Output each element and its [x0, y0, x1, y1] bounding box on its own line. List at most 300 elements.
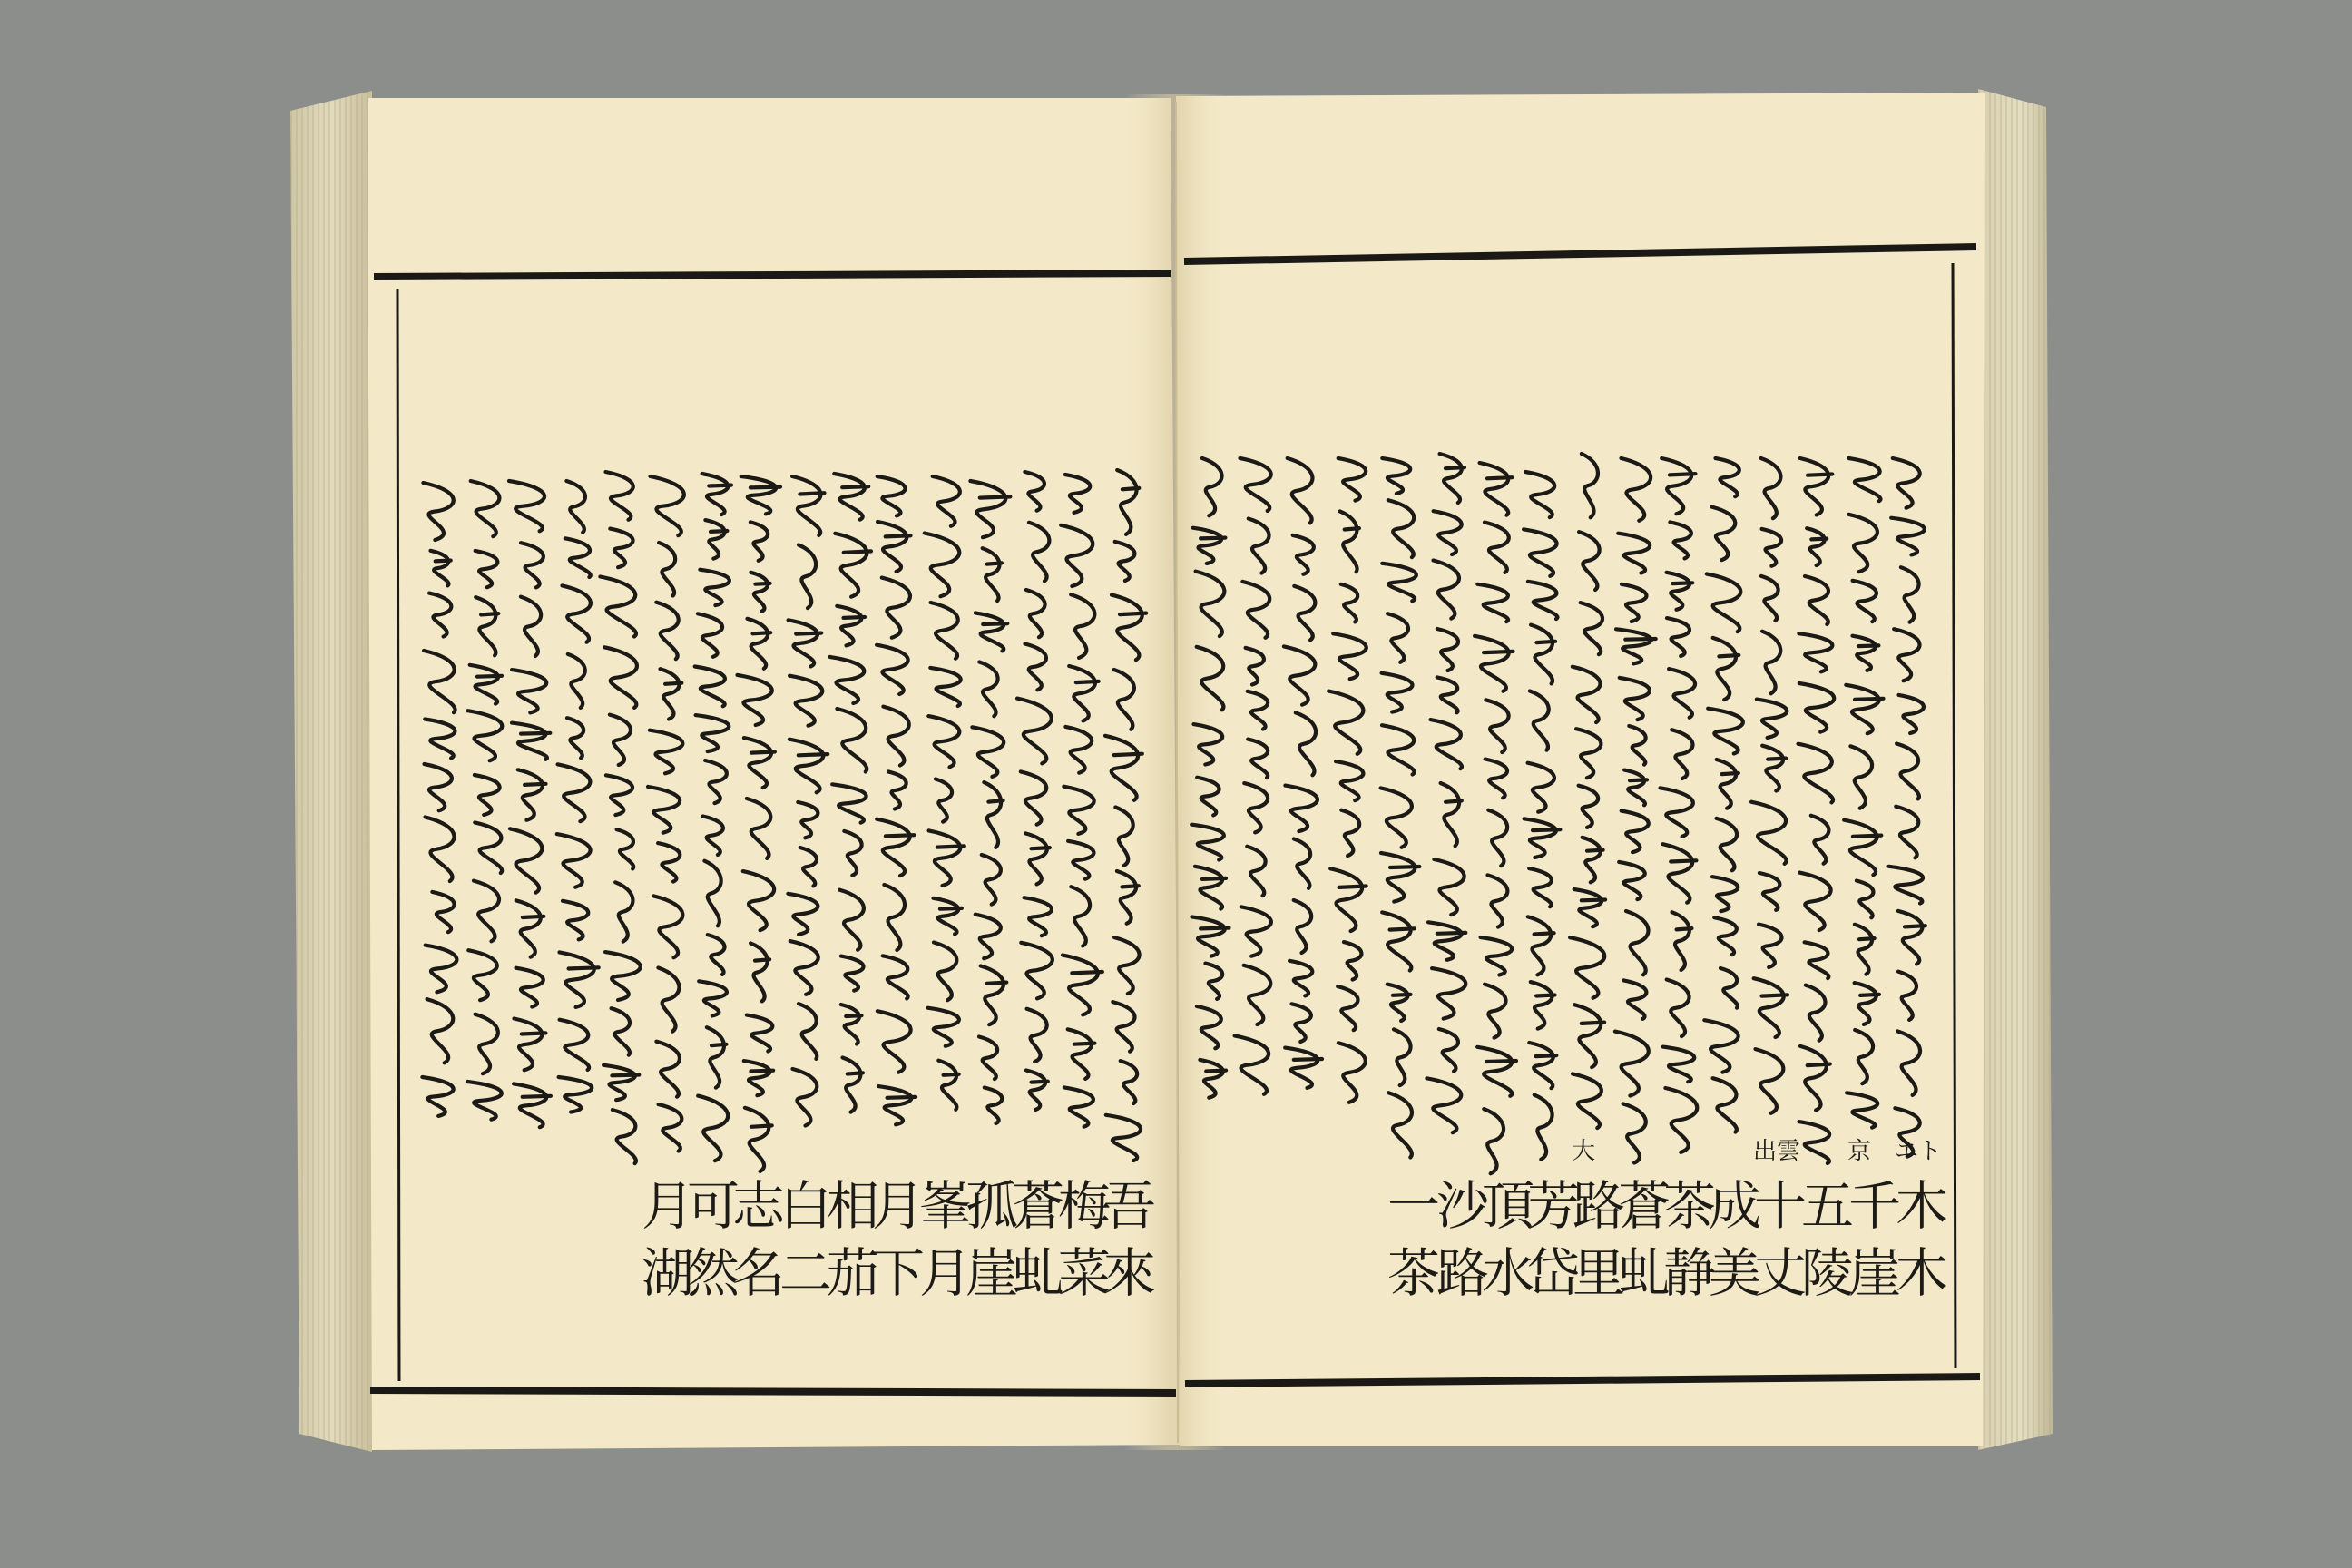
cursive-stroke: [521, 543, 544, 587]
cursive-stroke: [1720, 968, 1738, 1008]
cursive-stroke: [1432, 968, 1465, 1019]
cursive-stroke: [707, 1027, 724, 1087]
cursive-stroke: [985, 1088, 1002, 1124]
cursive-column: [1426, 454, 1465, 1132]
cursive-stroke: [1063, 956, 1098, 1015]
cursive-stroke: [1616, 629, 1651, 663]
cursive-stroke: [887, 1097, 916, 1098]
cursive-stroke: [1344, 942, 1361, 980]
author-name-char: 吾: [1102, 1175, 1156, 1237]
cursive-stroke: [1762, 746, 1783, 791]
cursive-stroke: [793, 1069, 818, 1126]
cursive-stroke: [1381, 853, 1416, 902]
cursive-stroke: [1894, 629, 1919, 681]
cursive-stroke: [1622, 458, 1651, 521]
cursive-stroke: [1065, 475, 1090, 513]
cursive-stroke: [426, 946, 457, 993]
author-name-char: 梅: [1057, 1175, 1111, 1237]
author-name-char: 木: [1895, 1175, 1948, 1237]
cursive-stroke: [512, 723, 547, 760]
cursive-stroke: [1721, 773, 1738, 774]
cursive-stroke: [936, 779, 952, 822]
cursive-stroke: [1536, 995, 1555, 996]
cursive-stroke: [1061, 525, 1093, 586]
cursive-stroke: [1717, 818, 1738, 870]
cursive-stroke: [1206, 1071, 1226, 1072]
cursive-stroke: [665, 683, 681, 684]
cursive-stroke: [1437, 677, 1458, 712]
cursive-column: [422, 483, 456, 1116]
cursive-stroke: [1192, 916, 1225, 956]
author-name: [627, 1172, 709, 1307]
cursive-stroke: [1244, 783, 1268, 832]
cursive-stroke: [426, 817, 455, 881]
cursive-stroke: [1387, 985, 1408, 1021]
cursive-stroke: [612, 1075, 639, 1076]
cursive-stroke: [1663, 844, 1693, 903]
cursive-stroke: [1441, 783, 1460, 846]
cursive-stroke: [1114, 754, 1142, 755]
cursive-stroke: [877, 819, 909, 876]
cursive-stroke: [705, 760, 727, 803]
author-name-char: 沙: [1436, 1175, 1489, 1237]
cursive-stroke: [882, 578, 910, 638]
cursive-stroke: [1667, 573, 1690, 610]
author-name-char: 來: [1102, 1242, 1156, 1304]
cursive-stroke: [930, 668, 960, 706]
cursive-column: [1328, 458, 1367, 1102]
cursive-stroke: [844, 617, 866, 618]
cursive-stroke: [569, 967, 599, 968]
cursive-stroke: [744, 1061, 770, 1095]
cursive-stroke: [755, 959, 769, 960]
cursive-stroke: [1487, 477, 1512, 478]
cursive-stroke: [750, 1071, 773, 1072]
cursive-stroke: [1528, 916, 1552, 975]
author-name-char: 月: [918, 1242, 972, 1304]
cursive-stroke: [1076, 681, 1099, 682]
author-name-char: 茶: [1662, 1175, 1716, 1237]
cursive-stroke: [750, 487, 780, 488]
cursive-stroke: [883, 956, 908, 998]
cursive-stroke: [1345, 528, 1359, 529]
cursive-stroke: [1065, 727, 1092, 773]
cursive-stroke: [1530, 691, 1549, 750]
cursive-stroke: [1805, 942, 1829, 978]
cursive-stroke: [846, 1015, 861, 1016]
cursive-stroke: [1629, 726, 1645, 765]
cursive-column: [557, 481, 599, 1112]
author-name-char: 志: [731, 1175, 785, 1237]
cursive-stroke: [934, 898, 959, 935]
cursive-stroke: [1440, 454, 1462, 503]
cursive-stroke: [1807, 528, 1824, 565]
cursive-stroke: [1437, 629, 1458, 671]
cursive-stroke: [600, 577, 636, 637]
cursive-stroke: [1573, 667, 1601, 722]
cursive-stroke: [1897, 1031, 1920, 1095]
cursive-stroke: [1667, 618, 1690, 656]
cursive-stroke: [839, 890, 864, 950]
cursive-stroke: [1534, 933, 1554, 934]
cursive-stroke: [1800, 1046, 1827, 1111]
cursive-stroke: [842, 486, 868, 487]
cursive-column: [1235, 458, 1271, 1094]
cursive-stroke: [1026, 590, 1045, 637]
cursive-stroke: [1898, 972, 1916, 1020]
cursive-stroke: [1446, 467, 1465, 468]
cursive-stroke: [741, 476, 776, 514]
cursive-stroke: [516, 968, 544, 1007]
cursive-stroke: [1068, 1029, 1092, 1079]
cursive-stroke: [1117, 871, 1136, 924]
cursive-stroke: [514, 1083, 546, 1127]
cursive-stroke: [884, 885, 905, 950]
cursive-stroke: [1848, 514, 1877, 572]
cursive-stroke: [1528, 763, 1554, 812]
cursive-stroke: [1032, 1082, 1048, 1083]
cursive-stroke: [1583, 838, 1601, 883]
author-name-char: 茄: [826, 1242, 879, 1304]
author-name-char: 陵: [1800, 1242, 1854, 1304]
cursive-stroke: [566, 481, 585, 533]
cursive-stroke: [1582, 1023, 1604, 1024]
cursive-stroke: [1756, 1049, 1784, 1113]
cursive-stroke: [695, 667, 725, 707]
author-name-char: 湖: [641, 1242, 694, 1304]
cursive-stroke: [1294, 900, 1311, 953]
cursive-stroke: [1708, 709, 1743, 754]
cursive-stroke: [937, 846, 965, 847]
cursive-stroke: [944, 1074, 959, 1075]
cursive-stroke: [711, 1044, 726, 1045]
author-origin-note: 大: [1572, 1138, 1596, 1165]
cursive-stroke: [560, 1020, 590, 1070]
cursive-stroke: [979, 1037, 997, 1080]
cursive-stroke: [1799, 683, 1834, 732]
cursive-stroke: [1388, 500, 1414, 557]
cursive-stroke: [481, 613, 498, 614]
cursive-stroke: [1891, 518, 1925, 555]
cursive-stroke: [568, 654, 585, 708]
cursive-stroke: [1761, 458, 1781, 518]
cursive-stroke: [1338, 1043, 1366, 1102]
cursive-stroke: [557, 834, 591, 887]
cursive-stroke: [699, 981, 727, 1015]
cursive-stroke: [610, 529, 632, 568]
cursive-stroke: [1246, 648, 1264, 685]
cursive-stroke: [604, 647, 637, 708]
cursive-stroke: [1622, 811, 1649, 853]
author-name-char: 頂: [1481, 1175, 1534, 1237]
cursive-stroke: [929, 830, 961, 886]
cursive-stroke: [1200, 538, 1225, 539]
cursive-stroke: [432, 892, 454, 932]
cursive-stroke: [468, 710, 503, 760]
cursive-stroke: [835, 534, 867, 597]
cursive-stroke: [510, 828, 542, 892]
cursive-stroke: [1477, 584, 1508, 622]
cursive-stroke: [1800, 458, 1829, 514]
author-name-char: 二: [779, 1242, 832, 1304]
author-name-char: 相: [826, 1175, 879, 1237]
cursive-stroke: [1021, 771, 1046, 824]
cursive-column: [1661, 458, 1698, 1152]
cursive-stroke: [1587, 850, 1603, 851]
cursive-stroke: [1848, 458, 1880, 501]
cursive-stroke: [1579, 532, 1599, 590]
cursive-stroke: [1240, 458, 1271, 511]
cursive-stroke: [659, 1104, 682, 1151]
cursive-stroke: [886, 835, 915, 836]
cursive-stroke: [877, 476, 906, 515]
cursive-stroke: [1713, 638, 1736, 700]
cursive-stroke: [1811, 539, 1827, 540]
cursive-stroke: [1428, 922, 1461, 960]
cursive-stroke: [980, 496, 1011, 497]
author-name-char: 崖: [1847, 1242, 1901, 1304]
cursive-stroke: [1477, 1047, 1512, 1096]
author-name-char: 月: [641, 1175, 694, 1237]
cursive-column: [830, 474, 872, 1112]
cursive-stroke: [1847, 1093, 1877, 1127]
cursive-stroke: [1072, 972, 1102, 973]
cursive-stroke: [790, 941, 818, 995]
cursive-stroke: [431, 551, 449, 586]
cursive-stroke: [696, 715, 730, 751]
cursive-stroke: [1285, 1048, 1318, 1088]
cursive-stroke: [1630, 779, 1647, 780]
cursive-stroke: [1579, 786, 1599, 828]
cursive-stroke: [1202, 878, 1226, 879]
cursive-stroke: [1661, 458, 1691, 514]
cursive-stroke: [788, 894, 818, 935]
cursive-stroke: [975, 612, 1004, 651]
cursive-stroke: [1901, 567, 1919, 622]
cursive-stroke: [1434, 859, 1464, 915]
cursive-stroke: [468, 950, 496, 1000]
cursive-stroke: [1624, 980, 1647, 1019]
cursive-stroke: [931, 603, 958, 659]
cursive-stroke: [1284, 646, 1315, 704]
cursive-stroke: [1761, 576, 1779, 621]
cursive-stroke: [1480, 463, 1509, 515]
cursive-stroke: [512, 670, 546, 712]
cursive-stroke: [1808, 1064, 1830, 1066]
cursive-stroke: [1533, 829, 1560, 830]
cursive-stroke: [1798, 633, 1832, 671]
cursive-column: [1381, 458, 1420, 1158]
author-name-char: 一: [1387, 1175, 1440, 1237]
cursive-stroke: [888, 771, 906, 808]
cursive-stroke: [516, 900, 541, 956]
author-name-char: 路: [1572, 1175, 1625, 1237]
author-name-char: 虬: [1011, 1242, 1064, 1304]
author-name-char: 崖: [965, 1242, 1018, 1304]
cursive-stroke: [1528, 582, 1558, 619]
author-name-char: 然: [686, 1242, 740, 1304]
author-name-char: 菜: [1057, 1242, 1111, 1304]
author-name-char: 月: [871, 1175, 925, 1237]
author-origin-note: エト: [1895, 1138, 1943, 1165]
cursive-stroke: [661, 669, 680, 719]
cursive-column: [1751, 458, 1788, 1113]
cursive-stroke: [700, 570, 729, 605]
cursive-stroke: [1626, 911, 1648, 975]
cursive-stroke: [1025, 644, 1046, 691]
cursive-stroke: [1529, 1043, 1553, 1088]
cursive-stroke: [844, 831, 861, 876]
cursive-stroke: [1382, 673, 1413, 712]
cursive-stroke: [702, 474, 729, 514]
cursive-stroke: [744, 738, 771, 788]
cursive-stroke: [651, 476, 684, 535]
cursive-stroke: [792, 476, 820, 535]
cursive-stroke: [1846, 685, 1878, 734]
cursive-stroke: [425, 764, 452, 810]
cursive-stroke: [1844, 820, 1877, 876]
cursive-stroke: [710, 531, 727, 532]
cursive-stroke: [1762, 529, 1782, 566]
cursive-stroke: [1661, 788, 1693, 837]
cursive-stroke: [878, 1086, 911, 1124]
cursive-stroke: [1197, 778, 1219, 816]
cursive-stroke: [523, 1096, 551, 1097]
cursive-stroke: [883, 707, 908, 766]
cursive-stroke: [648, 787, 680, 833]
cursive-stroke: [970, 481, 1005, 537]
cursive-stroke: [1106, 1115, 1141, 1161]
cursive-stroke: [837, 606, 861, 646]
cursive-stroke: [1762, 632, 1780, 694]
cursive-column: [1704, 458, 1743, 1132]
cursive-stroke: [1853, 836, 1881, 837]
cursive-stroke: [1202, 458, 1222, 515]
cursive-stroke: [1485, 760, 1507, 799]
cursive-stroke: [1581, 603, 1602, 654]
cursive-stroke: [1899, 695, 1924, 733]
cursive-stroke: [738, 675, 772, 725]
cursive-stroke: [612, 1008, 630, 1054]
cursive-stroke: [429, 593, 451, 637]
cursive-stroke: [928, 716, 959, 767]
author-name-char: 峯: [918, 1175, 972, 1237]
cursive-stroke: [1672, 912, 1690, 970]
cursive-stroke: [800, 848, 817, 886]
cursive-stroke: [1197, 647, 1224, 710]
cursive-stroke: [1196, 572, 1225, 637]
author-name-char: 成: [1708, 1175, 1761, 1237]
cursive-column: [1844, 458, 1883, 1128]
cursive-stroke: [1017, 699, 1052, 764]
cursive-stroke: [979, 662, 997, 717]
cursive-column: [1889, 458, 1926, 1157]
cursive-stroke: [983, 548, 1000, 601]
cursive-column: [467, 481, 502, 1120]
cursive-stroke: [1120, 613, 1146, 615]
cursive-stroke: [1574, 1004, 1601, 1067]
cursive-stroke: [603, 1065, 635, 1100]
cursive-stroke: [424, 651, 455, 712]
cursive-stroke: [427, 999, 454, 1063]
cursive-stroke: [1488, 875, 1508, 926]
cursive-stroke: [1122, 488, 1139, 489]
cursive-stroke: [1582, 454, 1598, 517]
cursive-stroke: [1670, 522, 1690, 558]
cursive-column: [1017, 472, 1053, 1110]
cursive-stroke: [799, 754, 828, 755]
cursive-stroke: [1671, 860, 1696, 861]
cursive-stroke: [1194, 724, 1223, 764]
cursive-stroke: [844, 551, 871, 552]
cursive-column: [648, 476, 684, 1152]
cursive-stroke: [475, 822, 502, 873]
cursive-stroke: [1341, 584, 1357, 622]
cursive-column: [1475, 463, 1516, 1173]
cursive-stroke: [1671, 730, 1692, 779]
cursive-stroke: [1582, 900, 1605, 901]
cursive-stroke: [975, 915, 1001, 958]
cursive-stroke: [877, 1011, 911, 1073]
cursive-stroke: [1382, 458, 1410, 494]
cursive-stroke: [1805, 576, 1828, 624]
cursive-stroke: [1622, 584, 1646, 622]
cursive-stroke: [1064, 1087, 1093, 1126]
cursive-stroke: [750, 943, 768, 1001]
cursive-stroke: [1704, 1020, 1738, 1072]
cursive-stroke: [1387, 613, 1408, 662]
cursive-stroke: [988, 800, 1003, 801]
cursive-stroke: [656, 603, 678, 660]
cursive-stroke: [1859, 938, 1875, 939]
cursive-stroke: [1853, 581, 1877, 622]
cursive-stroke: [1855, 699, 1884, 700]
cursive-stroke: [423, 483, 453, 540]
cursive-column: [1191, 458, 1229, 1098]
cursive-stroke: [1768, 759, 1786, 760]
cursive-stroke: [747, 1015, 772, 1052]
cursive-stroke: [1193, 528, 1222, 564]
author-name-char: 下: [871, 1242, 925, 1304]
cursive-stroke: [830, 657, 865, 703]
cursive-stroke: [1855, 925, 1872, 975]
cursive-stroke: [1112, 1002, 1134, 1052]
cursive-stroke: [1711, 507, 1735, 561]
cursive-stroke: [650, 730, 682, 774]
cursive-stroke: [984, 782, 1001, 848]
cursive-stroke: [1798, 744, 1834, 803]
cursive-stroke: [934, 943, 956, 1001]
cursive-stroke: [605, 952, 641, 1000]
cursive-stroke: [1288, 458, 1313, 523]
cursive-stroke: [1248, 691, 1268, 730]
cursive-stroke: [987, 983, 1007, 984]
cursive-stroke: [606, 775, 632, 815]
cursive-stroke: [1247, 847, 1265, 897]
cursive-stroke: [1426, 1078, 1461, 1132]
cursive-stroke: [1068, 841, 1093, 879]
cursive-stroke: [1197, 1006, 1221, 1048]
cursive-stroke: [1484, 1109, 1504, 1173]
cursive-stroke: [1667, 980, 1690, 1037]
cursive-stroke: [509, 481, 544, 531]
cursive-stroke: [1855, 983, 1877, 1024]
cursive-stroke: [1294, 586, 1315, 640]
cursive-stroke: [1235, 1035, 1269, 1093]
cursive-stroke: [521, 597, 541, 656]
cursive-stroke: [1811, 816, 1829, 864]
author-name-char: 五: [1800, 1175, 1854, 1237]
